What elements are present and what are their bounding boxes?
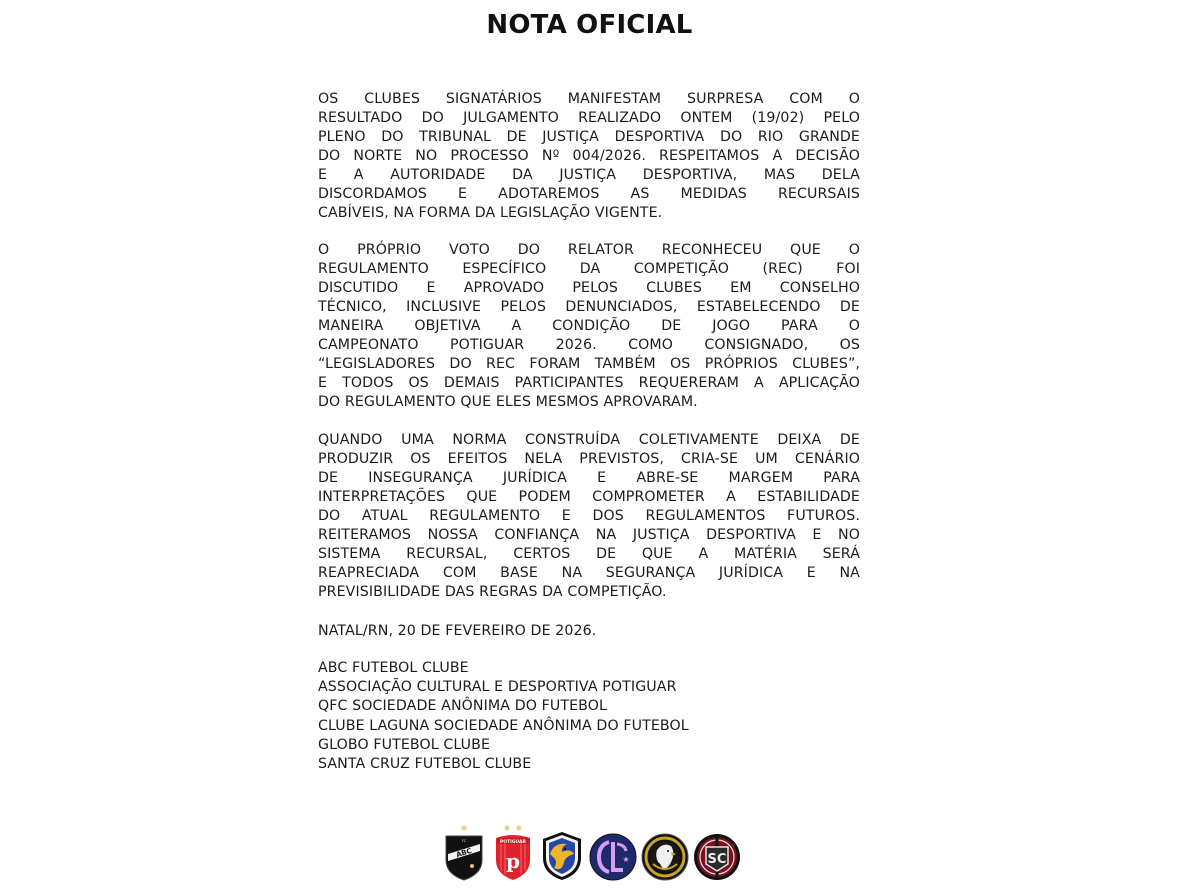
- paragraph-line: DO ATUAL REGULAMENTO E DOS REGULAMENTOS FUTUROS.: [318, 508, 860, 524]
- abc-crest-icon: [441, 822, 486, 882]
- potiguar-crest-icon: [490, 822, 535, 882]
- paragraph-line: PREVISIBILIDADE DAS REGRAS DA COMPETIÇÃO.: [318, 584, 667, 600]
- svg-text:FC: FC: [461, 839, 466, 843]
- svg-text:★: ★: [622, 855, 630, 864]
- paragraph-3: [318, 431, 860, 602]
- paragraph-line: RESULTADO DO JULGAMENTO REALIZADO ONTEM (19/02) PELO: [318, 110, 860, 126]
- svg-text:p: p: [505, 849, 520, 873]
- club-logos-row: [441, 822, 741, 882]
- paragraph-line: O PRÓPRIO VOTO DO RELATOR RECONHECEU QUE O: [318, 242, 860, 258]
- paragraph-line: SISTEMA RECURSAL, CERTOS DE QUE A MATÉRIA SERÁ: [318, 546, 860, 562]
- signatory: CLUBE LAGUNA SOCIEDADE ANÔNIMA DO FUTEBOL: [318, 717, 689, 734]
- svg-text:POTIGUAR: POTIGUAR: [499, 840, 526, 845]
- signatory: GLOBO FUTEBOL CLUBE: [318, 736, 491, 753]
- paragraph-line: CAMPEONATO POTIGUAR 2026. COMO CONSIGNADO, OS: [318, 337, 860, 353]
- paragraph-line: DO NORTE NO PROCESSO Nº 004/2026. RESPEITAMOS A DECISÃO: [318, 148, 860, 164]
- paragraph-line: DE INSEGURANÇA JURÍDICA E ABRE-SE MARGEM PARA: [318, 470, 860, 486]
- paragraph-line: REAPRECIADA COM BASE NA SEGURANÇA JURÍDICA E NA: [318, 565, 860, 581]
- santa-cruz-crest-icon: [693, 822, 741, 882]
- paragraph-line: INTERPRETAÇÕES QUE PODEM COMPROMETER A ESTABILIDADE: [318, 489, 860, 505]
- globo-crest-icon: [641, 822, 689, 882]
- place-date-text: NATAL/RN, 20 DE FEVEREIRO DE 2026.: [318, 623, 597, 639]
- paragraph-line: REGULAMENTO ESPECÍFICO DA COMPETIÇÃO (REC) FOI: [318, 261, 860, 277]
- paragraph-line: REITERAMOS NOSSA CONFIANÇA NA JUSTIÇA DESPORTIVA E NO: [318, 527, 860, 543]
- signatory: ABC FUTEBOL CLUBE: [318, 660, 469, 676]
- paragraph-line: TÉCNICO, INCLUSIVE PELOS DENUNCIADOS, ESTABELECENDO DE: [318, 299, 860, 315]
- paragraph-line: OS CLUBES SIGNATÁRIOS MANIFESTAM SURPRESA COM O: [318, 91, 860, 107]
- signatory: QFC SOCIEDADE ANÔNIMA DO FUTEBOL: [318, 698, 608, 715]
- paragraph-line: E TODOS OS DEMAIS PARTICIPANTES REQUERERAM A APLICAÇÃO: [318, 375, 860, 391]
- svg-text:SC: SC: [707, 852, 727, 867]
- paragraph-line: E A AUTORIDADE DA JUSTIÇA DESPORTIVA, MAS DELA: [318, 167, 860, 183]
- svg-text:ABC: ABC: [454, 846, 473, 860]
- signatories-list: [318, 659, 860, 774]
- page-title: NOTA OFICIAL: [486, 10, 693, 40]
- place-date: [318, 622, 860, 641]
- paragraph-line: CABÍVEIS, NA FORMA DA LEGISLAÇÃO VIGENTE.: [318, 205, 663, 221]
- paragraph-line: PLENO DO TRIBUNAL DE JUSTIÇA DESPORTIVA DO RIO GRANDE: [318, 129, 860, 145]
- signatory: SANTA CRUZ FUTEBOL CLUBE: [318, 755, 532, 772]
- paragraph-line: QUANDO UMA NORMA CONSTRUÍDA COLETIVAMENTE DEIXA DE: [318, 432, 860, 448]
- laguna-crest-icon: [589, 822, 637, 882]
- paragraph-2: [318, 241, 860, 412]
- signatory: ASSOCIAÇÃO CULTURAL E DESPORTIVA POTIGUAR: [318, 679, 677, 696]
- paragraph-line: DISCUTIDO E APROVADO PELOS CLUBES EM CONSELHO: [318, 280, 860, 296]
- paragraph-line: MANEIRA OBJETIVA A CONDIÇÃO DE JOGO PARA O: [318, 318, 860, 334]
- paragraph-line: DO REGULAMENTO QUE ELES MESMOS APROVARAM.: [318, 394, 698, 410]
- paragraph-line: PRODUZIR OS EFEITOS NELA PREVISTOS, CRIA-SE UM CENÁRIO: [318, 451, 860, 467]
- paragraph-1: [318, 90, 860, 223]
- qfc-crest-icon: [540, 822, 585, 882]
- paragraph-line: DISCORDAMOS E ADOTAREMOS AS MEDIDAS RECURSAIS: [318, 186, 860, 202]
- paragraph-line: “LEGISLADORES DO REC FORAM TAMBÉM OS PRÓPRIOS CLUBES”,: [318, 356, 860, 372]
